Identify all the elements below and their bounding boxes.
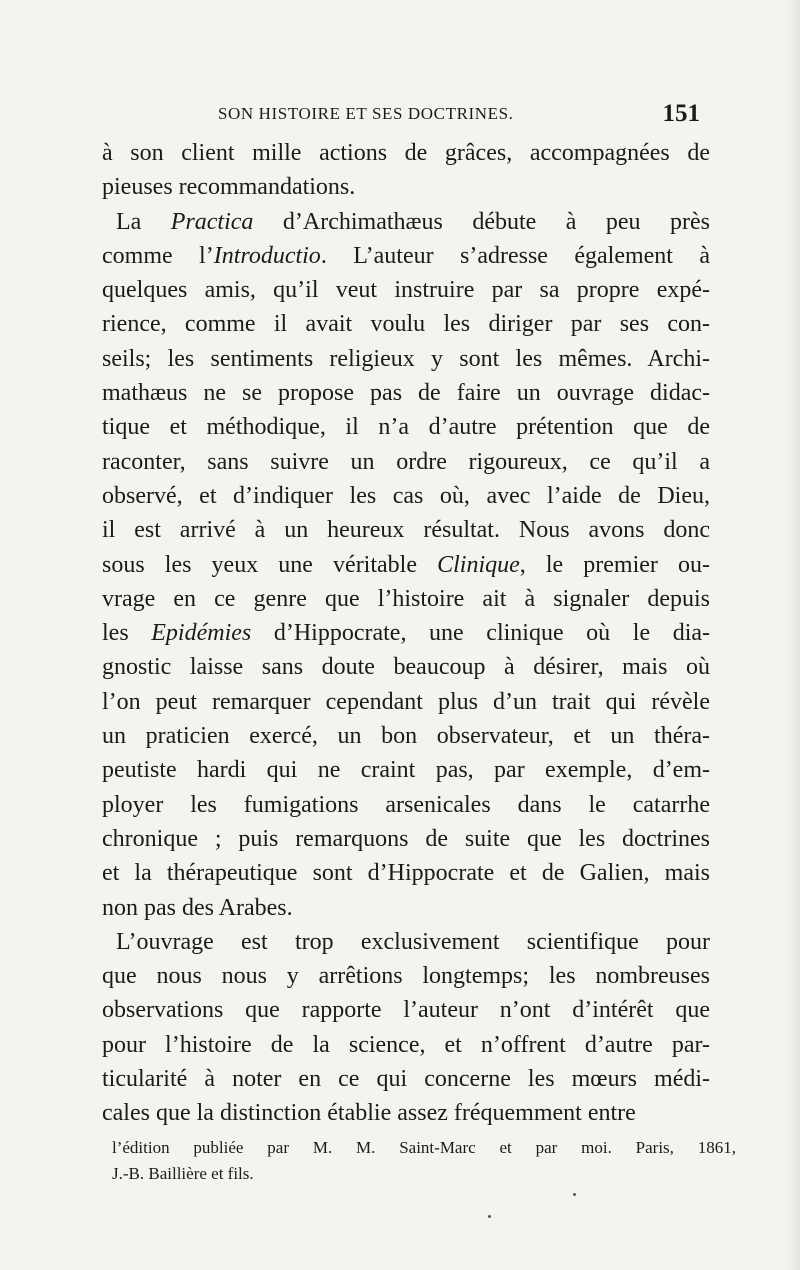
text-segment: . L’auteur s’adresse également à: [320, 242, 710, 269]
text-line: [102, 410, 710, 444]
text-segment: l’on peut remarquer cependant plus d’un trait qui révèle: [102, 688, 710, 715]
text-line: [102, 205, 710, 239]
italic-title: Clinique: [437, 551, 520, 578]
text-segment: , le premier ou-: [519, 551, 710, 578]
text-segment: il est arrivé à un heureux résultat. Nous avons donc: [102, 517, 710, 544]
text-line: [102, 685, 710, 719]
text-segment: mathæus ne se propose pas de faire un ouvrage didac-: [102, 380, 710, 407]
text-line: [102, 1062, 710, 1096]
print-speck: [488, 1215, 491, 1218]
text-segment: tique et méthodique, il n’a d’autre prétention que de: [102, 414, 710, 441]
text-segment: gnostic laisse sans doute beaucoup à désirer, mais où: [102, 654, 710, 681]
text-line: [102, 273, 710, 307]
italic-title: Practica: [170, 208, 254, 235]
body-text: [102, 136, 710, 1131]
text-segment: raconter, sans suivre un ordre rigoureux, ce qu’il a: [102, 448, 710, 475]
text-segment: L’ouvrage est trop exclusivement scientifique pour: [116, 928, 710, 955]
text-segment: ticularité à noter en ce qui concerne les mœurs médi-: [102, 1066, 710, 1093]
text-line: [102, 170, 710, 204]
text-segment: les: [102, 620, 152, 647]
text-line: [102, 548, 710, 582]
italic-title: Introductio: [213, 242, 321, 269]
text-line: [102, 342, 710, 376]
page-number: 151: [662, 100, 700, 127]
text-line: [102, 993, 710, 1027]
text-segment: sous les yeux une véritable: [102, 551, 438, 578]
text-line: [102, 136, 710, 170]
text-line: [102, 582, 710, 616]
page-header: [100, 100, 702, 132]
text-line: [102, 513, 710, 547]
text-line: [102, 616, 710, 650]
text-segment: peutiste hardi qui ne craint pas, par exemple, d’em-: [102, 757, 710, 784]
text-segment: d’Archimathæus débute à peu près: [253, 208, 710, 235]
text-segment: seils; les sentiments religieux y sont les mêmes. Archi-: [102, 345, 710, 372]
text-line: [102, 1096, 710, 1130]
text-segment: observations que rapporte l’auteur n’ont d’intérêt que: [102, 997, 710, 1024]
text-segment: observé, et d’indiquer les cas où, avec l’aide de Dieu,: [102, 482, 710, 509]
text-line: [102, 788, 710, 822]
text-segment: comme l’: [102, 242, 214, 269]
text-line: [102, 1028, 710, 1062]
text-segment: pieuses recommandations.: [102, 174, 356, 201]
text-segment: non pas des Arabes.: [102, 894, 293, 921]
text-line: [102, 239, 710, 273]
text-segment: rience, comme il avait voulu les diriger par ses con-: [102, 311, 710, 338]
text-segment: cales que la distinction établie assez fréquemment entre: [102, 1100, 636, 1127]
text-segment: chronique ; puis remarquons de suite que les doctrines: [102, 825, 710, 852]
running-head: SON HISTOIRE ET SES DOCTRINES.: [218, 104, 514, 123]
text-line: [102, 479, 710, 513]
italic-title: Epidémies: [151, 620, 252, 647]
text-line: [102, 925, 710, 959]
text-line: [102, 891, 710, 925]
text-line: [102, 959, 710, 993]
text-segment: un praticien exercé, un bon observateur, et un théra-: [102, 723, 710, 750]
print-speck: [573, 1193, 576, 1196]
footnote-block: [112, 1135, 736, 1187]
footnote-line: J.-B. Baillière et fils.: [112, 1164, 254, 1183]
text-segment: que nous nous y arrêtions longtemps; les nombreuses: [102, 963, 710, 990]
text-line: [102, 719, 710, 753]
text-line: [102, 856, 710, 890]
text-line: [102, 376, 710, 410]
footnote-line: l’édition publiée par M. M. Saint-Marc et par moi. Paris, 1861,: [112, 1138, 736, 1157]
text-line: [102, 650, 710, 684]
text-segment: La: [116, 208, 171, 235]
text-line: [102, 445, 710, 479]
text-segment: ployer les fumigations arsenicales dans le catarrhe: [102, 791, 710, 818]
text-segment: pour l’histoire de la science, et n’offrent d’autre par-: [102, 1031, 710, 1058]
text-segment: vrage en ce genre que l’histoire ait à signaler depuis: [102, 585, 710, 612]
text-line: [102, 822, 710, 856]
page-edge-shadow: [786, 0, 800, 1270]
text-segment: et la thérapeutique sont d’Hippocrate et de Galien, mais: [102, 860, 710, 887]
text-line: [102, 307, 710, 341]
text-line: [102, 753, 710, 787]
text-segment: d’Hippocrate, une clinique où le dia-: [251, 620, 710, 647]
text-segment: à son client mille actions de grâces, accompagnées de: [102, 140, 710, 166]
text-segment: quelques amis, qu’il veut instruire par sa propre expé-: [102, 277, 710, 304]
